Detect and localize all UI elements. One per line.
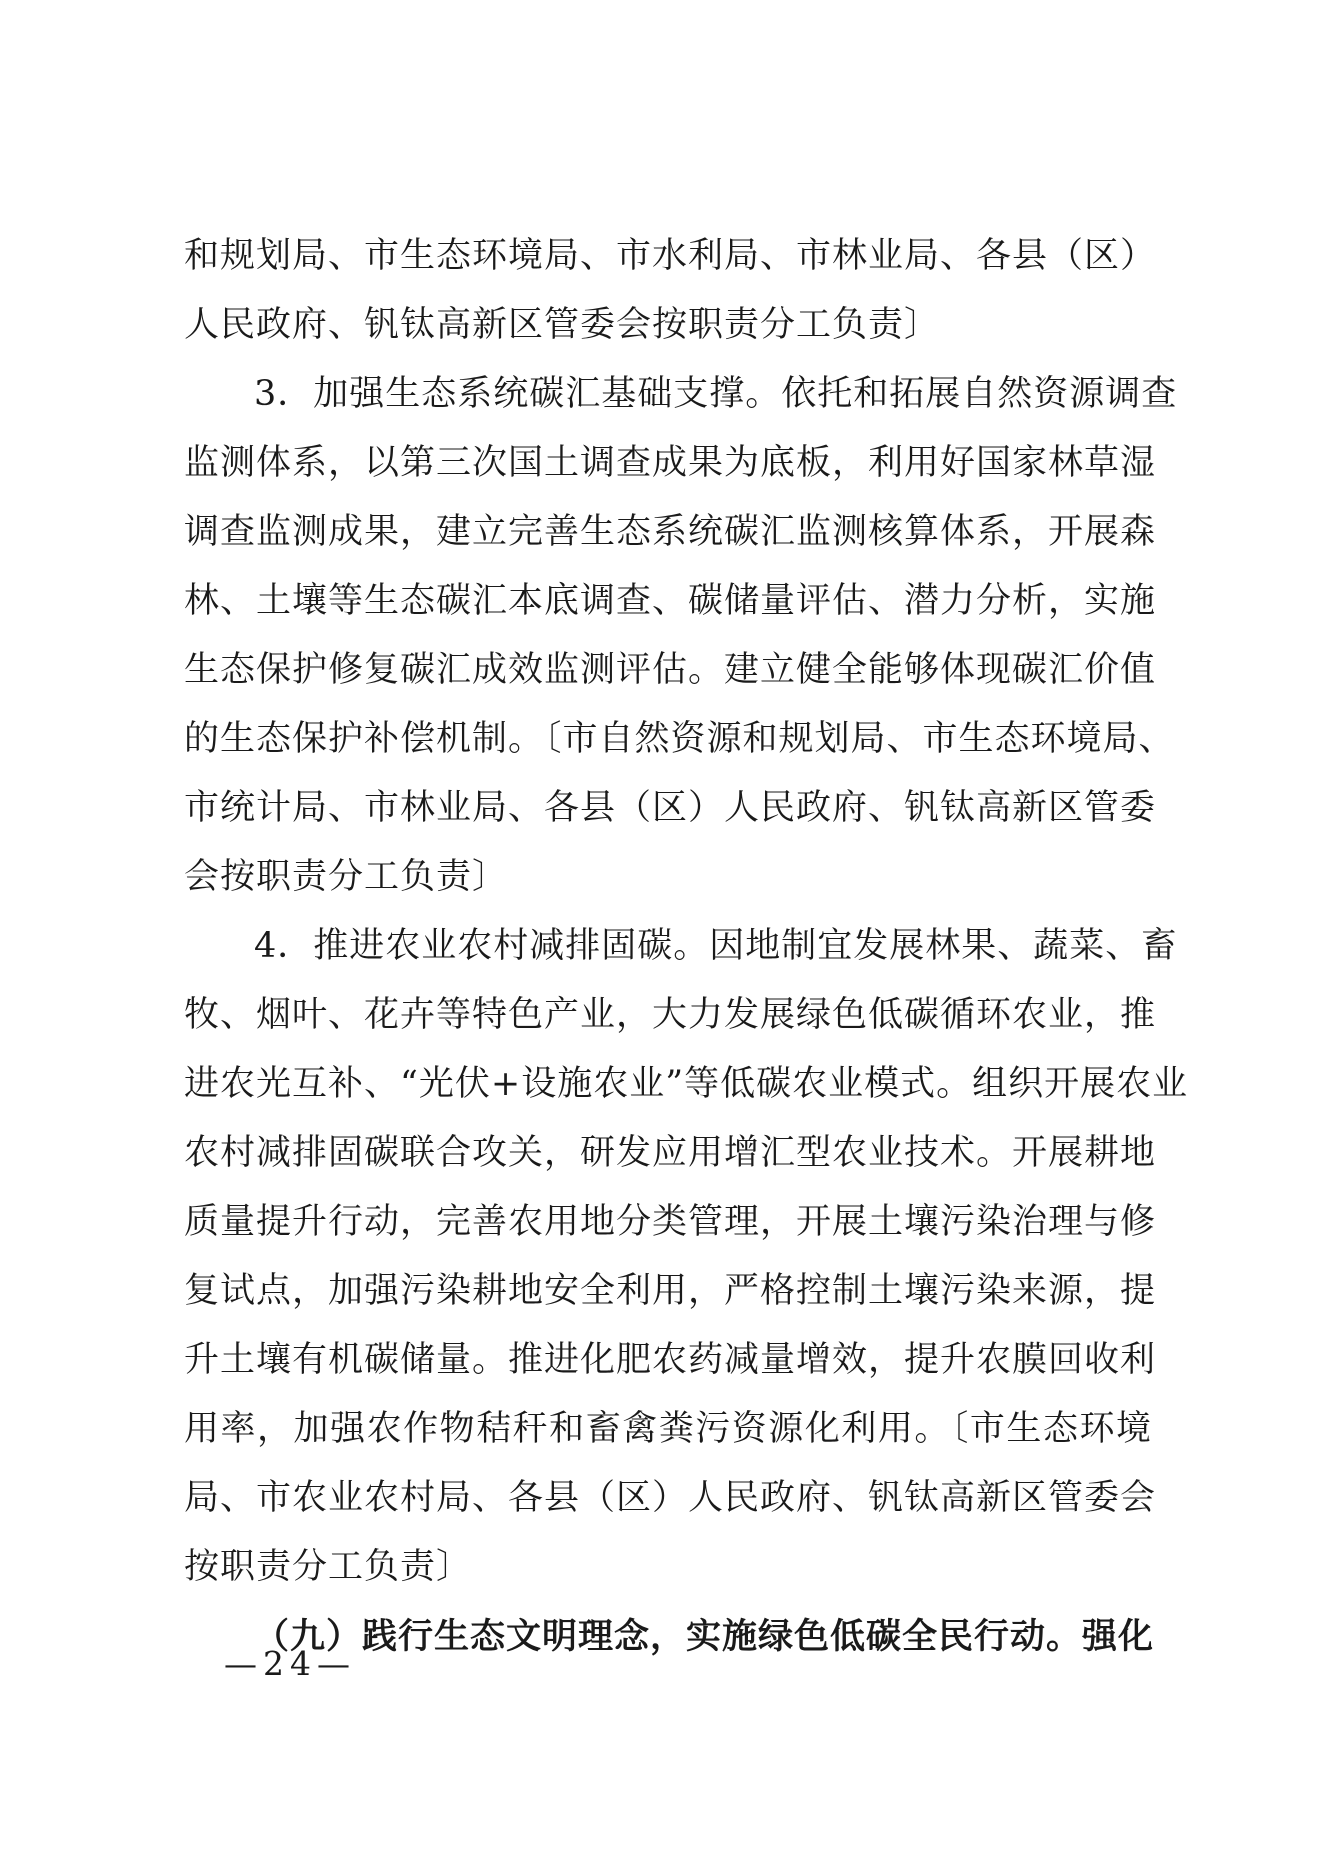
text-line: 会按职责分工负责〕	[184, 857, 509, 897]
text-line: 林、土壤等生态碳汇本底调查、碳储量评估、潜力分析，实施	[184, 581, 1157, 621]
text-line: 复试点，加强污染耕地安全利用，严格控制土壤污染来源，提	[184, 1271, 1157, 1311]
text-line: 和规划局、市生态环境局、市水利局、市林业局、各县（区）	[184, 236, 1157, 276]
text-line: 牧、烟叶、花卉等特色产业，大力发展绿色低碳循环农业，推	[184, 995, 1157, 1035]
paragraph-start-line: 4．推进农业农村减排固碳。因地制宜发展林果、蔬菜、畜	[254, 926, 1178, 966]
page-number: —24—	[224, 1644, 356, 1683]
text-line: 生态保护修复碳汇成效监测评估。建立健全能够体现碳汇价值	[184, 650, 1157, 690]
text-line: 进农光互补、“光伏+设施农业”等低碳农业模式。组织开展农业	[184, 1064, 1189, 1104]
document-body	[184, 222, 1189, 1671]
section-heading-line: （九）践行生态文明理念，实施绿色低碳全民行动。强化	[254, 1616, 1155, 1657]
text-line: 调查监测成果，建立完善生态系统碳汇监测核算体系，开展森	[184, 512, 1157, 552]
text-line: 升土壤有机碳储量。推进化肥农药减量增效，提升农膜回收利	[184, 1340, 1157, 1380]
text-line: 的生态保护补偿机制。〔市自然资源和规划局、市生态环境局、	[184, 719, 1175, 759]
text-line: 按职责分工负责〕	[184, 1547, 473, 1587]
paragraph-start-line: 3．加强生态系统碳汇基础支撑。依托和拓展自然资源调查	[254, 374, 1178, 414]
text-line: 局、市农业农村局、各县（区）人民政府、钒钛高新区管委会	[184, 1478, 1157, 1518]
text-line: 农村减排固碳联合攻关，研发应用增汇型农业技术。开展耕地	[184, 1133, 1157, 1173]
text-line: 人民政府、钒钛高新区管委会按职责分工负责〕	[184, 305, 941, 345]
text-line: 质量提升行动，完善农用地分类管理，开展土壤污染治理与修	[184, 1202, 1157, 1242]
text-line: 用率，加强农作物秸秆和畜禽粪污资源化利用。〔市生态环境	[184, 1409, 1152, 1449]
text-line: 监测体系，以第三次国土调查成果为底板，利用好国家林草湿	[184, 443, 1157, 483]
text-line: 市统计局、市林业局、各县（区）人民政府、钒钛高新区管委	[184, 788, 1157, 828]
